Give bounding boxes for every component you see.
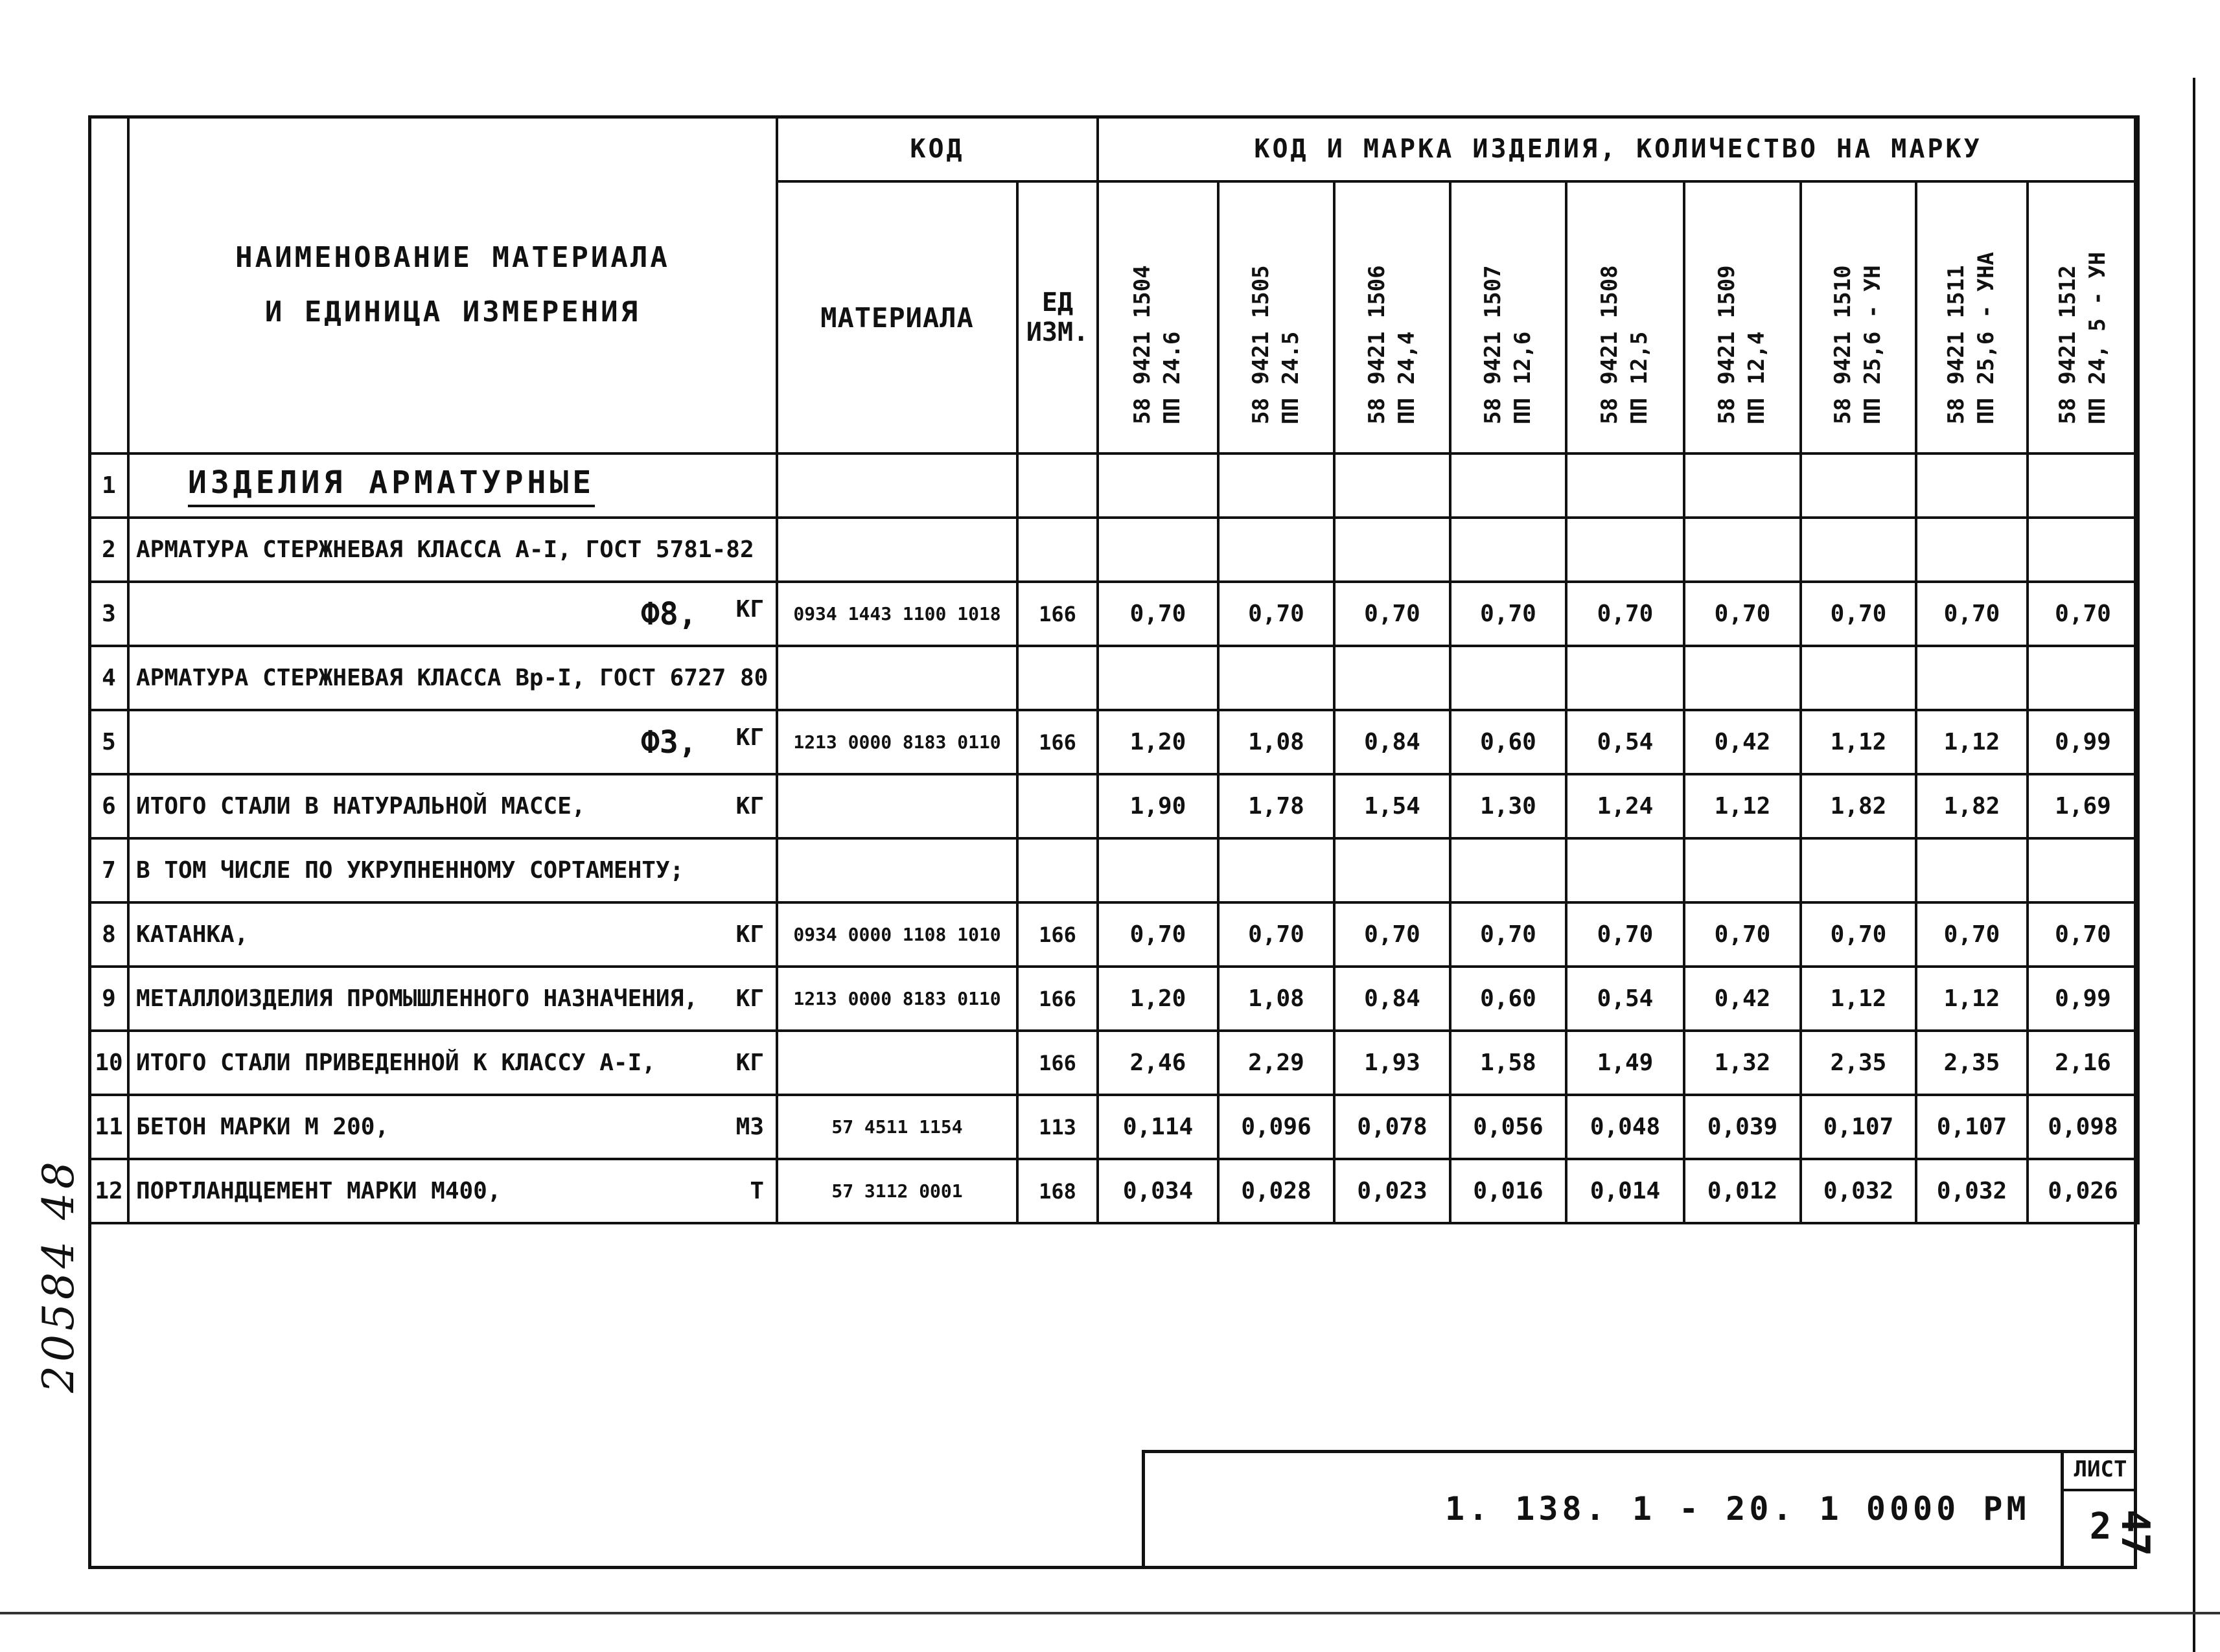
bottom-margin-rule	[0, 1612, 2220, 1614]
mark-code: 58 9421 1510	[1830, 265, 1856, 424]
quantity-cell: 1,12	[1916, 710, 2028, 774]
side-page-number: 47	[2112, 1509, 2158, 1557]
quantity-cell: 1,24	[1566, 774, 1684, 838]
quantity-cell: 1,69	[2028, 774, 2138, 838]
quantity-cell: 1,93	[1334, 1031, 1450, 1095]
quantity-cell: 0,032	[1916, 1159, 2028, 1223]
table-row	[89, 967, 2138, 1031]
quantity-cell	[2028, 453, 2138, 518]
mark-name: ПП 24.6	[1159, 331, 1185, 424]
table-row	[89, 902, 2138, 967]
quantity-cell	[1566, 518, 1684, 582]
material-name: Ф8,	[640, 595, 697, 632]
row-number: 3	[89, 582, 128, 646]
quantity-cell	[1684, 646, 1801, 710]
quantity-cell: 0,023	[1334, 1159, 1450, 1223]
quantity-cell	[1218, 453, 1334, 518]
quantity-cell: 0,70	[1684, 582, 1801, 646]
quantity-cell: 0,70	[1334, 582, 1450, 646]
mark-header-4	[1566, 181, 1684, 453]
quantity-cell: 2,35	[1916, 1031, 2028, 1095]
quantity-cell: 0,70	[2028, 582, 2138, 646]
quantity-cell	[1566, 646, 1684, 710]
quantity-cell	[1566, 838, 1684, 902]
row-number: 4	[89, 646, 128, 710]
quantity-cell	[1916, 518, 2028, 582]
mark-name: ПП 24,4	[1393, 331, 1420, 424]
quantity-cell: 0,70	[1334, 902, 1450, 967]
quantity-cell	[1098, 838, 1218, 902]
quantity-cell	[1334, 453, 1450, 518]
mark-header-2	[1334, 181, 1450, 453]
unit-code	[1017, 774, 1098, 838]
row-name	[128, 646, 777, 710]
row-number: 9	[89, 967, 128, 1031]
material-name: ИТОГО СТАЛИ В НАТУРАЛЬНОЙ МАССЕ,	[136, 793, 586, 820]
mark-code: 58 9421 1511	[1943, 265, 1970, 424]
row-number: 5	[89, 710, 128, 774]
quantity-cell: 0,54	[1566, 710, 1684, 774]
quantity-cell	[1684, 453, 1801, 518]
mark-header-3	[1450, 181, 1566, 453]
table-row	[89, 838, 2138, 902]
mark-code: 58 9421 1507	[1479, 265, 1506, 424]
mark-name: ПП 25,6 - УН	[1860, 265, 1886, 424]
quantity-cell: 1,78	[1218, 774, 1334, 838]
quantity-cell: 0,012	[1684, 1159, 1801, 1223]
mark-header-1	[1218, 181, 1334, 453]
table-row	[89, 710, 2138, 774]
quantity-cell: 0,70	[1916, 902, 2028, 967]
quantity-cell: 0,70	[1801, 582, 1916, 646]
material-code	[777, 453, 1017, 518]
mark-code: 58 9421 1505	[1247, 265, 1274, 424]
row-name	[128, 838, 777, 902]
material-unit-label: КГ	[735, 793, 764, 820]
quantity-cell	[1218, 518, 1334, 582]
header-marks-group: КОД И МАРКА ИЗДЕЛИЯ, КОЛИЧЕСТВО НА МАРКУ	[1098, 117, 2138, 181]
unit-code: 166	[1017, 967, 1098, 1031]
material-code: 1213 0000 8183 0110	[777, 967, 1017, 1031]
quantity-cell	[1566, 453, 1684, 518]
mark-header-7	[1916, 181, 2028, 453]
quantity-cell: 0,70	[1450, 582, 1566, 646]
quantity-cell: 0,54	[1566, 967, 1684, 1031]
material-name: МЕТАЛЛОИЗДЕЛИЯ ПРОМЫШЛЕННОГО НАЗНАЧЕНИЯ,	[136, 985, 698, 1012]
quantity-cell: 0,014	[1566, 1159, 1684, 1223]
unit-code: 168	[1017, 1159, 1098, 1223]
quantity-cell	[1684, 518, 1801, 582]
row-name	[128, 1031, 777, 1095]
quantity-cell: 0,032	[1801, 1159, 1916, 1223]
quantity-cell: 0,60	[1450, 710, 1566, 774]
quantity-cell: 0,70	[1566, 902, 1684, 967]
unit-code	[1017, 838, 1098, 902]
table-row	[89, 1095, 2138, 1159]
table-row	[89, 1031, 2138, 1095]
material-code: 57 4511 1154	[777, 1095, 1017, 1159]
quantity-cell: 0,60	[1450, 967, 1566, 1031]
quantity-cell: 0,034	[1098, 1159, 1218, 1223]
quantity-cell	[1916, 646, 2028, 710]
quantity-cell	[1916, 453, 2028, 518]
quantity-cell: 1,12	[1684, 774, 1801, 838]
quantity-cell: 1,20	[1098, 710, 1218, 774]
quantity-cell: 1,49	[1566, 1031, 1684, 1095]
quantity-cell: 1,12	[1801, 967, 1916, 1031]
quantity-cell: 0,056	[1450, 1095, 1566, 1159]
material-unit-label: КГ	[735, 724, 764, 751]
header-name-line1: НАИМЕНОВАНИЕ МАТЕРИАЛА	[235, 241, 670, 275]
header-unit-cell	[1017, 181, 1098, 453]
mark-code: 58 9421 1504	[1129, 265, 1156, 424]
quantity-cell: 0,70	[1098, 582, 1218, 646]
quantity-cell: 0,114	[1098, 1095, 1218, 1159]
unit-code	[1017, 646, 1098, 710]
header-unit-line2: ИЗМ.	[1026, 317, 1089, 347]
material-code	[777, 518, 1017, 582]
quantity-cell	[1098, 518, 1218, 582]
quantity-cell: 0,70	[1218, 902, 1334, 967]
header-name-line2: И ЕДИНИЦА ИЗМЕРЕНИЯ	[264, 295, 641, 328]
quantity-cell	[2028, 518, 2138, 582]
header-row-top	[89, 117, 2138, 181]
row-name	[128, 967, 777, 1031]
mark-code: 58 9421 1509	[1714, 265, 1740, 424]
quantity-cell: 1,20	[1098, 967, 1218, 1031]
right-margin-rule	[2193, 78, 2195, 1652]
quantity-cell: 2,35	[1801, 1031, 1916, 1095]
quantity-cell: 1,82	[1801, 774, 1916, 838]
material-code	[777, 646, 1017, 710]
quantity-cell: 0,039	[1684, 1095, 1801, 1159]
section-title: ИЗДЕЛИЯ АРМАТУРНЫЕ	[188, 465, 595, 507]
quantity-cell: 0,70	[1801, 902, 1916, 967]
row-number: 8	[89, 902, 128, 967]
material-unit-label: КГ	[735, 921, 764, 948]
row-number: 2	[89, 518, 128, 582]
quantity-cell: 0,42	[1684, 967, 1801, 1031]
header-unit-line1: ЕД	[1041, 288, 1074, 317]
row-number: 10	[89, 1031, 128, 1095]
quantity-cell: 1,08	[1218, 967, 1334, 1031]
row-number: 6	[89, 774, 128, 838]
quantity-cell: 0,70	[1566, 582, 1684, 646]
quantity-cell	[1334, 646, 1450, 710]
quantity-cell: 0,70	[1098, 902, 1218, 967]
unit-code	[1017, 453, 1098, 518]
quantity-cell	[1450, 518, 1566, 582]
quantity-cell: 0,026	[2028, 1159, 2138, 1223]
quantity-cell: 0,84	[1334, 710, 1450, 774]
quantity-cell	[1684, 838, 1801, 902]
row-name	[128, 1095, 777, 1159]
mark-name: ПП 25,6 - УНА	[1973, 251, 1999, 424]
unit-code: 166	[1017, 582, 1098, 646]
mark-name: ПП 24, 5 - УН	[2084, 251, 2110, 424]
quantity-cell: 0,70	[1218, 582, 1334, 646]
material-name: Ф3,	[640, 724, 697, 761]
quantity-cell: 1,32	[1684, 1031, 1801, 1095]
material-name: В ТОМ ЧИСЛЕ ПО УКРУПНЕННОМУ СОРТАМЕНТУ;	[136, 857, 684, 884]
quantity-cell: 1,08	[1218, 710, 1334, 774]
material-code: 0934 0000 1108 1010	[777, 902, 1017, 967]
quantity-cell: 0,99	[2028, 967, 2138, 1031]
quantity-cell: 0,107	[1801, 1095, 1916, 1159]
row-name	[128, 1159, 777, 1223]
material-name: ИТОГО СТАЛИ ПРИВЕДЕННОЙ К КЛАССУ А-I,	[136, 1050, 656, 1076]
quantity-cell: 0,048	[1566, 1095, 1684, 1159]
material-unit-label: КГ	[735, 985, 764, 1012]
mark-code: 58 9421 1512	[2054, 265, 2081, 424]
quantity-cell: 1,90	[1098, 774, 1218, 838]
header-name-cell	[128, 117, 777, 453]
material-name: КАТАНКА,	[136, 921, 249, 948]
mark-name: ПП 12,6	[1509, 331, 1536, 424]
header-code-group: КОД	[777, 117, 1098, 181]
quantity-cell: 1,12	[1801, 710, 1916, 774]
mark-header-8	[2028, 181, 2138, 453]
quantity-cell	[1450, 646, 1566, 710]
material-specification-table	[88, 115, 2140, 1224]
row-name	[128, 518, 777, 582]
unit-code	[1017, 518, 1098, 582]
row-name	[128, 453, 777, 518]
mark-header-0	[1098, 181, 1218, 453]
table-body	[89, 453, 2138, 1223]
material-code: 0934 1443 1100 1018	[777, 582, 1017, 646]
quantity-cell: 2,16	[2028, 1031, 2138, 1095]
quantity-cell: 0,078	[1334, 1095, 1450, 1159]
material-code	[777, 838, 1017, 902]
table-row	[89, 646, 2138, 710]
row-name	[128, 582, 777, 646]
quantity-cell: 1,82	[1916, 774, 2028, 838]
material-unit-label: КГ	[735, 1050, 764, 1076]
quantity-cell: 0,096	[1218, 1095, 1334, 1159]
material-code: 1213 0000 8183 0110	[777, 710, 1017, 774]
quantity-cell: 1,12	[1916, 967, 2028, 1031]
mark-name: ПП 12,4	[1744, 331, 1770, 424]
quantity-cell: 0,107	[1916, 1095, 2028, 1159]
material-code: 57 3112 0001	[777, 1159, 1017, 1223]
quantity-cell: 0,70	[1916, 582, 2028, 646]
quantity-cell	[1218, 838, 1334, 902]
header-num-cell	[89, 117, 128, 453]
material-name: ПОРТЛАНДЦЕМЕНТ МАРКИ М400,	[136, 1178, 502, 1204]
table-row	[89, 518, 2138, 582]
quantity-cell: 2,29	[1218, 1031, 1334, 1095]
quantity-cell: 0,99	[2028, 710, 2138, 774]
material-name: БЕТОН МАРКИ М 200,	[136, 1114, 389, 1140]
mark-header-5	[1684, 181, 1801, 453]
side-inventory-stamp: 20584 48	[34, 1158, 84, 1393]
quantity-cell: 0,42	[1684, 710, 1801, 774]
mark-code: 58 9421 1506	[1363, 265, 1390, 424]
row-number: 7	[89, 838, 128, 902]
quantity-cell: 1,30	[1450, 774, 1566, 838]
material-name: АРМАТУРА СТЕРЖНЕВАЯ КЛАССА А-I, ГОСТ 5781-82	[136, 536, 754, 563]
quantity-cell	[1218, 646, 1334, 710]
quantity-cell	[1801, 838, 1916, 902]
quantity-cell: 0,016	[1450, 1159, 1566, 1223]
material-unit-label: М3	[735, 1114, 764, 1140]
row-name	[128, 774, 777, 838]
sheet-label: ЛИСТ	[2064, 1450, 2137, 1491]
quantity-cell	[2028, 646, 2138, 710]
quantity-cell	[2028, 838, 2138, 902]
unit-code: 166	[1017, 1031, 1098, 1095]
quantity-cell	[1450, 453, 1566, 518]
quantity-cell: 0,70	[2028, 902, 2138, 967]
quantity-cell	[1801, 518, 1916, 582]
quantity-cell: 2,46	[1098, 1031, 1218, 1095]
material-code	[777, 774, 1017, 838]
quantity-cell	[1916, 838, 2028, 902]
header-material-code: МАТЕРИАЛА	[777, 181, 1017, 453]
quantity-cell	[1801, 453, 1916, 518]
table-row	[89, 774, 2138, 838]
table-row	[89, 453, 2138, 518]
sheet-number: 2	[2089, 1506, 2112, 1548]
mark-code: 58 9421 1508	[1597, 265, 1623, 424]
quantity-cell	[1098, 453, 1218, 518]
quantity-cell	[1098, 646, 1218, 710]
quantity-cell: 0,70	[1684, 902, 1801, 967]
material-name: АРМАТУРА СТЕРЖНЕВАЯ КЛАССА Вр-I, ГОСТ 6727 80	[136, 665, 769, 691]
table-row	[89, 1159, 2138, 1223]
quantity-cell	[1801, 646, 1916, 710]
quantity-cell	[1334, 518, 1450, 582]
quantity-cell: 1,58	[1450, 1031, 1566, 1095]
unit-code: 166	[1017, 902, 1098, 967]
quantity-cell	[1334, 838, 1450, 902]
table-row	[89, 582, 2138, 646]
mark-name: ПП 12,5	[1626, 331, 1652, 424]
row-number: 12	[89, 1159, 128, 1223]
material-unit-label: Т	[750, 1178, 764, 1204]
mark-header-6	[1801, 181, 1916, 453]
quantity-cell: 0,028	[1218, 1159, 1334, 1223]
material-code	[777, 1031, 1017, 1095]
quantity-cell: 1,54	[1334, 774, 1450, 838]
row-name	[128, 902, 777, 967]
row-number: 1	[89, 453, 128, 518]
quantity-cell: 0,70	[1450, 902, 1566, 967]
mark-name: ПП 24.5	[1277, 331, 1304, 424]
material-unit-label: КГ	[735, 595, 764, 623]
document-designation: 1. 138. 1 - 20. 1 0000 РМ	[1445, 1490, 2030, 1528]
unit-code: 113	[1017, 1095, 1098, 1159]
quantity-cell: 0,84	[1334, 967, 1450, 1031]
row-number: 11	[89, 1095, 128, 1159]
row-name	[128, 710, 777, 774]
quantity-cell	[1450, 838, 1566, 902]
quantity-cell: 0,098	[2028, 1095, 2138, 1159]
unit-code: 166	[1017, 710, 1098, 774]
